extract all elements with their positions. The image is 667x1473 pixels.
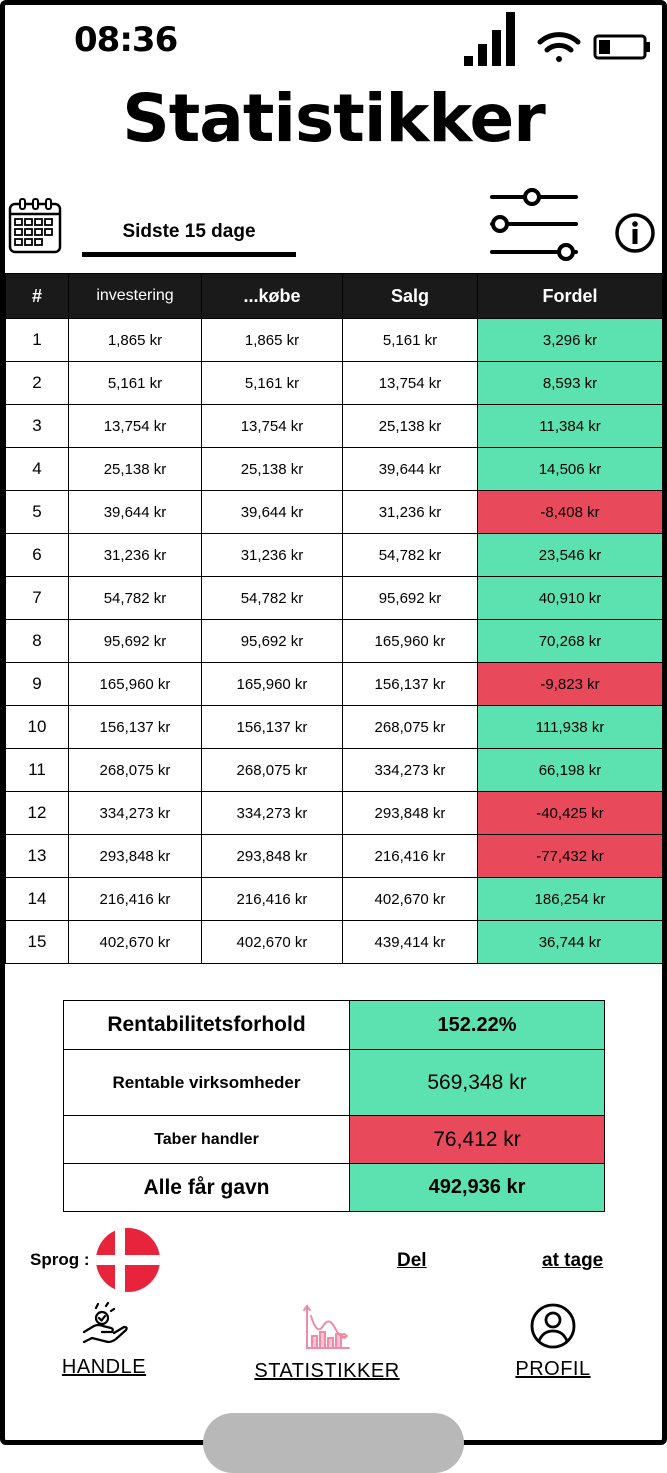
summary-label: Rentable virksomheder [64, 1050, 350, 1116]
col-header-buy: ...købe [202, 274, 343, 319]
row-buy: 216,416 kr [202, 878, 343, 921]
row-sale: 216,416 kr [343, 835, 478, 878]
row-index: 9 [6, 663, 69, 706]
row-gain: 14,506 kr [478, 448, 663, 491]
row-index: 4 [6, 448, 69, 491]
col-header-gain: Fordel [478, 274, 663, 319]
filter-sliders-icon[interactable] [488, 186, 580, 264]
row-buy: 334,273 kr [202, 792, 343, 835]
row-buy: 1,865 kr [202, 319, 343, 362]
chart-icon [301, 1302, 353, 1352]
row-index: 7 [6, 577, 69, 620]
row-sale: 25,138 kr [343, 405, 478, 448]
row-sale: 293,848 kr [343, 792, 478, 835]
table-row[interactable] [6, 878, 663, 921]
page-title: Statistikker [122, 80, 545, 157]
row-gain: 36,744 kr [478, 921, 663, 964]
table-row[interactable] [6, 405, 663, 448]
summary-value: 76,412 kr [350, 1116, 605, 1164]
summary-label: Rentabilitetsforhold [64, 1001, 350, 1050]
row-index: 3 [6, 405, 69, 448]
col-header-index: # [6, 274, 69, 319]
col-header-sale: Salg [343, 274, 478, 319]
share-link[interactable]: Del [397, 1250, 427, 1271]
row-gain: 23,546 kr [478, 534, 663, 577]
row-investment: 13,754 kr [69, 405, 202, 448]
row-index: 14 [6, 878, 69, 921]
table-row[interactable] [6, 921, 663, 964]
row-gain: -8,408 kr [478, 491, 663, 534]
row-index: 11 [6, 749, 69, 792]
row-buy: 5,161 kr [202, 362, 343, 405]
row-buy: 31,236 kr [202, 534, 343, 577]
row-buy: 165,960 kr [202, 663, 343, 706]
row-sale: 95,692 kr [343, 577, 478, 620]
col-header-investment: investering [69, 274, 202, 319]
row-gain: -40,425 kr [478, 792, 663, 835]
row-sale: 39,644 kr [343, 448, 478, 491]
row-buy: 156,137 kr [202, 706, 343, 749]
row-investment: 54,782 kr [69, 577, 202, 620]
table-row[interactable] [6, 663, 663, 706]
summary-row [64, 1050, 605, 1116]
summary-value: 152.22% [350, 1001, 605, 1050]
row-gain: 8,593 kr [478, 362, 663, 405]
row-sale: 5,161 kr [343, 319, 478, 362]
date-range-selector[interactable]: Sidste 15 dage [82, 218, 296, 257]
row-gain: 11,384 kr [478, 405, 663, 448]
home-indicator[interactable] [203, 1413, 464, 1473]
row-sale: 439,414 kr [343, 921, 478, 964]
danish-flag-icon[interactable] [96, 1228, 160, 1292]
row-buy: 13,754 kr [202, 405, 343, 448]
row-index: 2 [6, 362, 69, 405]
row-index: 13 [6, 835, 69, 878]
row-gain: -9,823 kr [478, 663, 663, 706]
user-icon [529, 1302, 577, 1350]
row-investment: 293,848 kr [69, 835, 202, 878]
row-sale: 402,670 kr [343, 878, 478, 921]
table-row[interactable] [6, 448, 663, 491]
row-sale: 268,075 kr [343, 706, 478, 749]
summary-table [63, 1000, 605, 1212]
row-index: 5 [6, 491, 69, 534]
nav-statistics-label: STATISTIKKER [254, 1360, 400, 1382]
row-buy: 39,644 kr [202, 491, 343, 534]
row-investment: 334,273 kr [69, 792, 202, 835]
table-row[interactable] [6, 362, 663, 405]
table-row[interactable] [6, 706, 663, 749]
summary-row [64, 1001, 605, 1050]
row-sale: 54,782 kr [343, 534, 478, 577]
row-sale: 31,236 kr [343, 491, 478, 534]
table-row[interactable] [6, 577, 663, 620]
row-investment: 95,692 kr [69, 620, 202, 663]
table-row[interactable] [6, 491, 663, 534]
table-header-row [6, 274, 663, 319]
signal-icon [464, 12, 515, 66]
row-buy: 25,138 kr [202, 448, 343, 491]
nav-statistics[interactable] [237, 1302, 417, 1383]
language-label: Sprog : [30, 1250, 90, 1269]
info-icon[interactable] [614, 212, 656, 254]
row-investment: 1,865 kr [69, 319, 202, 362]
summary-row [64, 1164, 605, 1212]
row-buy: 293,848 kr [202, 835, 343, 878]
row-gain: 111,938 kr [478, 706, 663, 749]
row-buy: 402,670 kr [202, 921, 343, 964]
summary-value: 492,936 kr [350, 1164, 605, 1212]
row-gain: 3,296 kr [478, 319, 663, 362]
summary-label: Taber handler [64, 1116, 350, 1164]
nav-profile-label: PROFIL [515, 1358, 591, 1380]
row-investment: 31,236 kr [69, 534, 202, 577]
row-index: 6 [6, 534, 69, 577]
row-investment: 268,075 kr [69, 749, 202, 792]
row-gain: 40,910 kr [478, 577, 663, 620]
status-icons [462, 12, 652, 68]
row-gain: 186,254 kr [478, 878, 663, 921]
row-buy: 95,692 kr [202, 620, 343, 663]
table-row[interactable] [6, 534, 663, 577]
row-gain: 70,268 kr [478, 620, 663, 663]
summary-label: Alle får gavn [64, 1164, 350, 1212]
row-buy: 54,782 kr [202, 577, 343, 620]
nav-trade-label: HANDLE [61, 1356, 147, 1378]
wifi-icon [540, 35, 578, 62]
row-sale: 334,273 kr [343, 749, 478, 792]
status-time: 08:36 [74, 20, 178, 60]
row-index: 12 [6, 792, 69, 835]
trades-table [5, 273, 663, 964]
row-investment: 39,644 kr [69, 491, 202, 534]
row-sale: 165,960 kr [343, 620, 478, 663]
row-buy: 268,075 kr [202, 749, 343, 792]
nav-profile[interactable] [463, 1302, 643, 1381]
row-investment: 156,137 kr [69, 706, 202, 749]
row-index: 15 [6, 921, 69, 964]
row-investment: 5,161 kr [69, 362, 202, 405]
row-index: 1 [6, 319, 69, 362]
row-investment: 402,670 kr [69, 921, 202, 964]
row-gain: 66,198 kr [478, 749, 663, 792]
summary-row [64, 1116, 605, 1164]
table-row[interactable] [6, 792, 663, 835]
hand-coin-icon [78, 1302, 130, 1348]
table-row[interactable] [6, 620, 663, 663]
table-row[interactable] [6, 749, 663, 792]
summary-value: 569,348 kr [350, 1050, 605, 1116]
row-investment: 165,960 kr [69, 663, 202, 706]
take-link[interactable]: at tage [542, 1250, 604, 1271]
row-investment: 25,138 kr [69, 448, 202, 491]
row-gain: -77,432 kr [478, 835, 663, 878]
nav-trade[interactable] [14, 1302, 194, 1379]
table-row[interactable] [6, 835, 663, 878]
row-sale: 156,137 kr [343, 663, 478, 706]
row-investment: 216,416 kr [69, 878, 202, 921]
row-sale: 13,754 kr [343, 362, 478, 405]
battery-icon [595, 36, 650, 58]
row-index: 8 [6, 620, 69, 663]
row-index: 10 [6, 706, 69, 749]
table-row[interactable] [6, 319, 663, 362]
calendar-icon[interactable] [8, 198, 62, 254]
